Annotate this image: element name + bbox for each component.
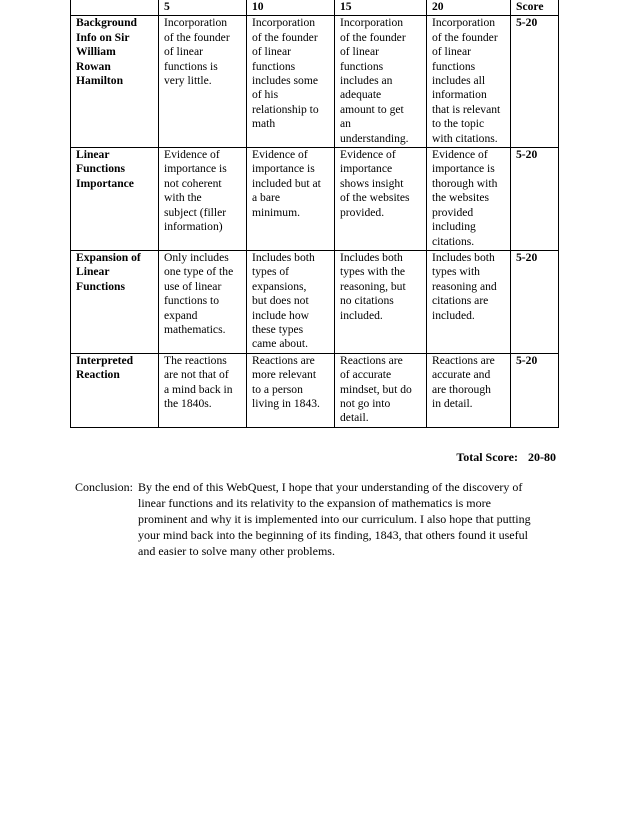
conclusion-text: By the end of this WebQuest, I hope that your understanding of the discovery of linear functions and its relativity to the expansion of mathematics is more prominent and why it is implemented into our curriculum. I also hope that putting your mind back into the beginning of its finding, 1843, that others found it useful and easier to solve many other problems.	[138, 480, 531, 558]
header-row	[71, 0, 559, 16]
table-cell: Incorporation of the founder of linear functions is very little.	[159, 16, 247, 148]
criterion-background-info: Background Info on Sir William Rowan Hamilton	[71, 16, 159, 148]
header-score: Score	[511, 0, 559, 16]
table-cell: Only includes one type of the use of linear functions to expand mathematics.	[159, 250, 247, 353]
header-5-points: 5	[159, 0, 247, 16]
header-15-points: 15	[335, 0, 427, 16]
table-cell: Includes both types with the reasoning, but no citations included.	[335, 250, 427, 353]
table-row	[71, 148, 559, 251]
total-score-value: 20-80	[528, 450, 556, 464]
table-cell: Incorporation of the founder of linear functions includes all information that is relevant to the topic with citations.	[427, 16, 511, 148]
table-cell: Reactions are accurate and are thorough in detail.	[427, 353, 511, 427]
score-cell: 5-20	[511, 250, 559, 353]
table-cell: Includes both types of expansions, but does not include how these types came about.	[247, 250, 335, 353]
criterion-linear-functions-importance: Linear Functions Importance	[71, 148, 159, 251]
table-row	[71, 353, 559, 427]
header-criterion	[71, 0, 159, 16]
score-cell: 5-20	[511, 353, 559, 427]
table-cell: Reactions are of accurate mindset, but do not go into detail.	[335, 353, 427, 427]
criterion-expansion-of-linear-functions: Expansion of Linear Functions	[71, 250, 159, 353]
table-cell: Incorporation of the founder of linear functions includes an adequate amount to get an understanding.	[335, 16, 427, 148]
table-cell: Evidence of importance is thorough with the websites provided including citations.	[427, 148, 511, 251]
table-cell: Includes both types with reasoning and citations are included.	[427, 250, 511, 353]
table-cell: Reactions are more relevant to a person living in 1843.	[247, 353, 335, 427]
criterion-interpreted-reaction: Interpreted Reaction	[71, 353, 159, 427]
table-cell: Evidence of importance is not coherent with the subject (filler information)	[159, 148, 247, 251]
score-cell: 5-20	[511, 148, 559, 251]
table-row	[71, 16, 559, 148]
table-cell: Evidence of importance is included but at a bare minimum.	[247, 148, 335, 251]
total-score	[456, 450, 556, 465]
header-20-points: 20	[427, 0, 511, 16]
rubric-table	[70, 0, 559, 428]
total-score-label: Total Score:	[456, 450, 518, 464]
score-cell: 5-20	[511, 16, 559, 148]
table-cell: Evidence of importance shows insight of the websites provided.	[335, 148, 427, 251]
table-row	[71, 250, 559, 353]
conclusion-label: Conclusion:	[75, 480, 134, 494]
header-10-points: 10	[247, 0, 335, 16]
table-cell: Incorporation of the founder of linear functions includes some of his relationship to math	[247, 16, 335, 148]
table-cell: The reactions are not that of a mind back in the 1840s.	[159, 353, 247, 427]
